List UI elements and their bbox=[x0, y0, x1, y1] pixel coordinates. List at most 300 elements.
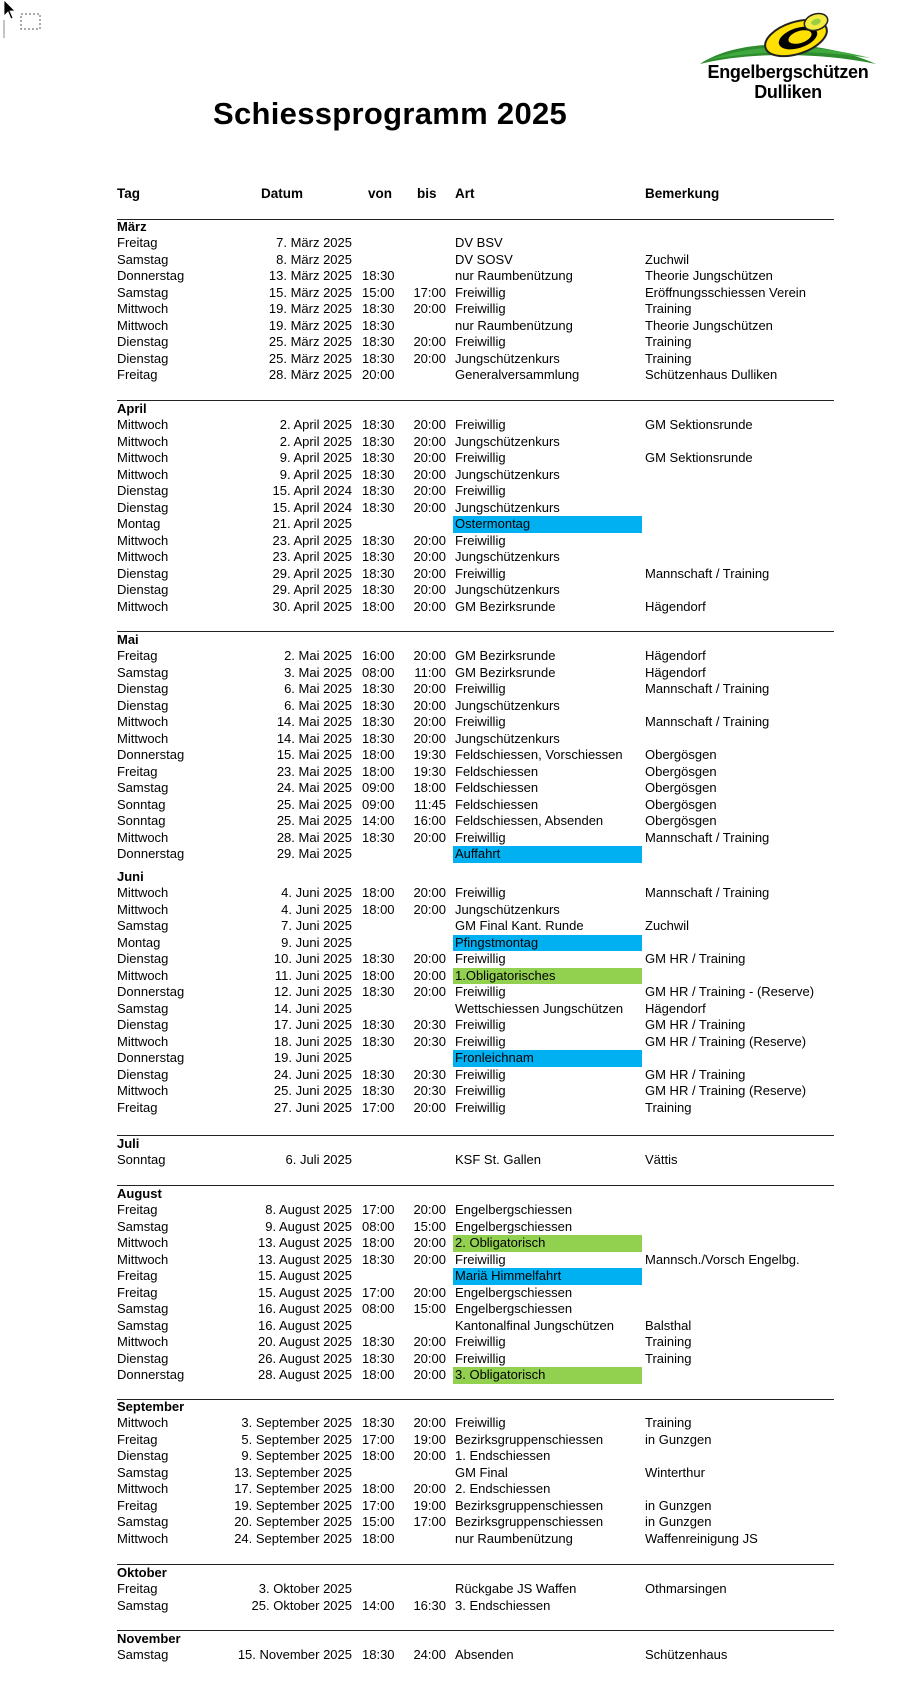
cell-art: Feldschiessen bbox=[455, 780, 539, 795]
cell-bis: 17:00 bbox=[413, 284, 446, 300]
cell-bem: Obergösgen bbox=[645, 813, 717, 828]
cell-bem: Schützenhaus Dulliken bbox=[645, 367, 778, 382]
cell-tag: Freitag bbox=[117, 367, 158, 382]
cell-von: 18:30 bbox=[362, 301, 395, 316]
cell-von: 18:30 bbox=[362, 1415, 395, 1430]
cell-datum: 29. Mai 2025 bbox=[276, 846, 352, 861]
table-row bbox=[0, 918, 915, 935]
cell-art: Jungschützenkurs bbox=[455, 901, 560, 917]
cell-datum: 26. August 2025 bbox=[258, 1350, 352, 1366]
cell-tag: Donnerstag bbox=[117, 268, 185, 283]
cell-bem: in Gunzgen bbox=[645, 1514, 712, 1529]
cell-art: Bezirksgruppenschiessen bbox=[455, 1514, 604, 1529]
cell-bem: Theorie Jungschützen bbox=[645, 268, 773, 283]
cell-tag: Samstag bbox=[117, 1514, 169, 1529]
table-row bbox=[0, 1432, 915, 1449]
table-row bbox=[0, 1235, 915, 1252]
cell-tag: Freitag bbox=[117, 1268, 158, 1283]
cell-art: Mariä Himmelfahrt bbox=[453, 1268, 642, 1285]
cell-von: 18:30 bbox=[362, 984, 395, 999]
cell-tag: Mittwoch bbox=[117, 1530, 169, 1546]
cell-tag: Donnerstag bbox=[117, 1050, 185, 1065]
cell-von: 18:00 bbox=[362, 1481, 395, 1496]
cell-tag: Sonntag bbox=[117, 1152, 166, 1167]
cell-bem: Eröffnungsschiessen Verein bbox=[645, 284, 806, 300]
table-row bbox=[0, 830, 915, 847]
cell-bis: 20:00 bbox=[413, 1099, 446, 1115]
cell-bis: 20:30 bbox=[413, 1083, 446, 1098]
cell-tag: Samstag bbox=[117, 780, 169, 795]
cell-von: 18:00 bbox=[362, 1448, 395, 1463]
cell-bis: 20:00 bbox=[413, 1481, 446, 1496]
cell-art: Freiwillig bbox=[455, 714, 506, 729]
cell-datum: 25. Mai 2025 bbox=[276, 813, 352, 828]
cell-datum: 11. Juni 2025 bbox=[274, 967, 352, 983]
cell-bis: 16:30 bbox=[413, 1597, 446, 1613]
page-title: Schiessprogramm 2025 bbox=[213, 96, 568, 131]
cell-art: Jungschützenkurs bbox=[455, 466, 560, 482]
cell-tag: Dienstag bbox=[117, 483, 169, 498]
cell-von: 18:30 bbox=[362, 549, 395, 564]
cell-von: 18:30 bbox=[362, 417, 395, 432]
cell-art: Jungschützenkurs bbox=[455, 549, 560, 564]
cell-datum: 7. Juni 2025 bbox=[281, 918, 352, 933]
cell-bis: 24:00 bbox=[413, 1647, 446, 1662]
table-row bbox=[0, 968, 915, 985]
cell-art: Feldschiessen, Vorschiessen bbox=[455, 747, 623, 762]
cell-tag: Mittwoch bbox=[117, 532, 169, 548]
month-heading: Juli bbox=[117, 1136, 140, 1151]
cell-datum: 14. Juni 2025 bbox=[273, 1000, 352, 1016]
month-heading: November bbox=[117, 1631, 181, 1646]
section-divider bbox=[117, 631, 834, 632]
cell-datum: 15. April 2024 bbox=[272, 499, 352, 515]
month-heading: Juni bbox=[117, 869, 144, 884]
cell-von: 18:30 bbox=[362, 450, 395, 465]
cell-bis: 20:00 bbox=[413, 532, 446, 548]
cell-art: Jungschützenkurs bbox=[455, 433, 560, 449]
cell-bis: 20:00 bbox=[413, 433, 446, 449]
cell-von: 15:00 bbox=[362, 284, 395, 300]
cell-tag: Mittwoch bbox=[117, 1083, 169, 1098]
cell-tag: Dienstag bbox=[117, 334, 169, 349]
table-row bbox=[0, 235, 915, 252]
cell-tag: Mittwoch bbox=[117, 317, 169, 333]
cell-bem: Winterthur bbox=[645, 1464, 705, 1480]
cell-tag: Mittwoch bbox=[117, 1251, 169, 1267]
cell-von: 18:30 bbox=[362, 1066, 395, 1082]
cell-art: Jungschützenkurs bbox=[455, 697, 560, 713]
cell-tag: Dienstag bbox=[117, 1448, 169, 1463]
cell-art: 1. Endschiessen bbox=[455, 1448, 551, 1463]
cell-bem: Hägendorf bbox=[645, 598, 706, 614]
cell-art: GM Final Kant. Runde bbox=[455, 918, 584, 933]
cell-art: Auffahrt bbox=[453, 846, 642, 863]
cell-bis: 20:00 bbox=[413, 984, 446, 999]
cell-tag: Mittwoch bbox=[117, 466, 169, 482]
cell-bis: 20:00 bbox=[413, 697, 446, 713]
table-row bbox=[0, 318, 915, 335]
cell-bis: 19:00 bbox=[413, 1431, 446, 1447]
cell-bem: Zuchwil bbox=[645, 918, 690, 933]
cell-datum: 2. April 2025 bbox=[279, 417, 352, 432]
cell-bis: 20:00 bbox=[413, 1448, 446, 1463]
cell-bis: 20:00 bbox=[413, 951, 446, 966]
table-row bbox=[0, 1598, 915, 1615]
cell-bem: Training bbox=[645, 350, 692, 366]
cell-art: Freiwillig bbox=[455, 1251, 506, 1267]
logo-text-line1: Engelbergschützen bbox=[707, 62, 869, 82]
cell-datum: 28. August 2025 bbox=[258, 1367, 352, 1382]
cell-von: 08:00 bbox=[362, 1301, 395, 1316]
cell-tag: Samstag bbox=[117, 918, 169, 933]
cell-art: Pfingstmontag bbox=[453, 935, 642, 952]
cell-bis: 20:00 bbox=[413, 499, 446, 515]
cell-datum: 29. April 2025 bbox=[272, 582, 352, 597]
cell-art: Engelbergschiessen bbox=[455, 1301, 573, 1316]
cell-von: 18:30 bbox=[362, 1350, 395, 1366]
cell-bem: Waffenreinigung JS bbox=[645, 1530, 758, 1546]
cell-datum: 28. Mai 2025 bbox=[276, 829, 352, 845]
table-row bbox=[0, 747, 915, 764]
cell-bis: 20:00 bbox=[413, 1415, 446, 1430]
table-row bbox=[0, 1152, 915, 1169]
table-row bbox=[0, 582, 915, 599]
section-divider bbox=[117, 1399, 834, 1400]
cell-von: 18:30 bbox=[362, 532, 395, 548]
cell-art: Engelbergschiessen bbox=[455, 1284, 573, 1300]
table-row bbox=[0, 731, 915, 748]
section-divider bbox=[117, 1135, 834, 1136]
cell-datum: 4. Juni 2025 bbox=[281, 901, 352, 917]
header-datum: Datum bbox=[261, 186, 304, 201]
cell-von: 18:30 bbox=[362, 730, 395, 746]
cell-tag: Mittwoch bbox=[117, 301, 169, 316]
cell-bis: 20:00 bbox=[413, 885, 446, 900]
cell-bem: Schützenhaus bbox=[645, 1647, 728, 1662]
cell-von: 14:00 bbox=[362, 813, 395, 828]
cell-datum: 19. Juni 2025 bbox=[273, 1050, 352, 1065]
cell-art: GM Final bbox=[455, 1464, 508, 1480]
cell-datum: 29. April 2025 bbox=[272, 565, 352, 581]
cell-bis: 20:00 bbox=[413, 549, 446, 564]
cell-von: 09:00 bbox=[362, 796, 395, 812]
cell-datum: 23. April 2025 bbox=[272, 532, 352, 548]
cell-tag: Mittwoch bbox=[117, 730, 169, 746]
cell-datum: 19. März 2025 bbox=[268, 301, 352, 316]
cell-tag: Sonntag bbox=[117, 796, 166, 812]
cell-datum: 9. August 2025 bbox=[265, 1218, 352, 1234]
table-row bbox=[0, 599, 915, 616]
table-row bbox=[0, 1100, 915, 1117]
cell-datum: 7. März 2025 bbox=[276, 235, 352, 250]
cell-datum: 13. August 2025 bbox=[258, 1251, 352, 1267]
cell-bis: 20:00 bbox=[413, 582, 446, 597]
cell-tag: Dienstag bbox=[117, 1066, 169, 1082]
cell-tag: Samstag bbox=[117, 284, 169, 300]
month-heading: September bbox=[117, 1399, 185, 1414]
logo-text-line2: Dulliken bbox=[754, 82, 822, 102]
table-row bbox=[0, 698, 915, 715]
table-row bbox=[0, 1001, 915, 1018]
cell-bis: 19:00 bbox=[413, 1497, 446, 1513]
cell-tag: Freitag bbox=[117, 235, 158, 250]
cell-bis: 20:00 bbox=[413, 901, 446, 917]
cell-art: Freiwillig bbox=[455, 1017, 506, 1032]
cell-tag: Sonntag bbox=[117, 813, 166, 828]
table-row bbox=[0, 1202, 915, 1219]
cell-bis: 20:00 bbox=[413, 829, 446, 845]
table-row bbox=[0, 1581, 915, 1598]
table-row bbox=[0, 1285, 915, 1302]
cell-tag: Samstag bbox=[117, 1301, 169, 1316]
table-row bbox=[0, 665, 915, 682]
cell-datum: 17. Juni 2025 bbox=[273, 1017, 352, 1032]
cell-datum: 2. April 2025 bbox=[279, 433, 352, 449]
cell-art: Absenden bbox=[455, 1647, 514, 1662]
cell-datum: 16. August 2025 bbox=[258, 1301, 352, 1316]
cell-datum: 15. August 2025 bbox=[258, 1284, 352, 1300]
cell-art: 3. Endschiessen bbox=[455, 1597, 551, 1613]
cell-von: 18:30 bbox=[362, 565, 395, 581]
cell-tag: Mittwoch bbox=[117, 829, 169, 845]
cell-datum: 13. September 2025 bbox=[234, 1464, 352, 1480]
table-row bbox=[0, 516, 915, 533]
month-heading: Oktober bbox=[117, 1565, 167, 1580]
month-heading: April bbox=[117, 401, 147, 416]
cell-tag: Montag bbox=[117, 934, 161, 950]
section-divider bbox=[117, 219, 834, 220]
cell-datum: 15. März 2025 bbox=[268, 284, 352, 300]
cell-art: 2. Obligatorisch bbox=[453, 1235, 642, 1252]
cell-datum: 9. September 2025 bbox=[241, 1448, 352, 1463]
table-row bbox=[0, 1415, 915, 1432]
table-row bbox=[0, 1268, 915, 1285]
cell-bem: Theorie Jungschützen bbox=[645, 317, 773, 333]
cell-bem: Mannsch./Vorsch Engelbg. bbox=[645, 1251, 800, 1267]
cell-von: 18:30 bbox=[362, 1083, 395, 1098]
cell-von: 18:30 bbox=[362, 1647, 395, 1662]
table-row bbox=[0, 1017, 915, 1034]
table-row bbox=[0, 1334, 915, 1351]
cell-bem: Mannschaft / Training bbox=[645, 829, 770, 845]
cell-bis: 20:00 bbox=[413, 967, 446, 983]
cell-bem: Othmarsingen bbox=[645, 1581, 727, 1596]
cell-von: 18:30 bbox=[362, 697, 395, 713]
cell-von: 17:00 bbox=[362, 1099, 395, 1115]
cell-bem: Obergösgen bbox=[645, 763, 717, 779]
section-divider bbox=[117, 1185, 834, 1186]
cell-bem: GM Sektionsrunde bbox=[645, 417, 753, 432]
cell-art: Jungschützenkurs bbox=[455, 350, 560, 366]
cell-tag: Freitag bbox=[117, 1497, 158, 1513]
table-row bbox=[0, 1367, 915, 1384]
cell-bem: GM HR / Training bbox=[645, 951, 746, 966]
cell-datum: 28. März 2025 bbox=[268, 367, 352, 382]
cell-von: 18:30 bbox=[362, 466, 395, 482]
table-row bbox=[0, 681, 915, 698]
cell-bis: 20:00 bbox=[413, 1334, 446, 1349]
cell-art: nur Raumbenützung bbox=[455, 1530, 573, 1546]
cell-datum: 15. August 2025 bbox=[258, 1268, 352, 1283]
cell-von: 18:30 bbox=[362, 1251, 395, 1267]
cell-tag: Freitag bbox=[117, 1431, 158, 1447]
cell-bem: Mannschaft / Training bbox=[645, 565, 770, 581]
cell-bis: 20:00 bbox=[413, 1284, 446, 1300]
cell-bem: GM Sektionsrunde bbox=[645, 450, 753, 465]
cell-bem: Mannschaft / Training bbox=[645, 681, 770, 696]
cell-art: Freiwillig bbox=[455, 829, 506, 845]
cell-art: GM Bezirksrunde bbox=[455, 598, 556, 614]
cell-tag: Samstag bbox=[117, 1647, 169, 1662]
cell-von: 18:30 bbox=[362, 433, 395, 449]
cell-bem: Zuchwil bbox=[645, 251, 690, 267]
table-row bbox=[0, 846, 915, 863]
cell-datum: 6. Mai 2025 bbox=[284, 697, 352, 713]
table-row bbox=[0, 533, 915, 550]
cell-von: 18:00 bbox=[362, 763, 395, 779]
month-heading: Mai bbox=[117, 632, 139, 647]
cell-datum: 25. März 2025 bbox=[268, 350, 352, 366]
cell-art: Feldschiessen bbox=[455, 763, 539, 779]
cell-tag: Mittwoch bbox=[117, 598, 169, 614]
cell-von: 18:30 bbox=[362, 1334, 395, 1349]
cell-tag: Mittwoch bbox=[117, 901, 169, 917]
cell-von: 16:00 bbox=[362, 648, 395, 663]
cell-tag: Dienstag bbox=[117, 1350, 169, 1366]
cell-von: 15:00 bbox=[362, 1514, 395, 1529]
cell-von: 18:00 bbox=[362, 901, 395, 917]
cell-datum: 23. April 2025 bbox=[272, 549, 352, 564]
table-row bbox=[0, 1465, 915, 1482]
cell-bis: 20:00 bbox=[413, 301, 446, 316]
cell-art: Freiwillig bbox=[455, 284, 506, 300]
cell-art: KSF St. Gallen bbox=[455, 1152, 541, 1167]
cell-datum: 4. Juni 2025 bbox=[281, 885, 352, 900]
cell-bem: GM HR / Training - (Reserve) bbox=[645, 984, 815, 999]
cell-von: 18:30 bbox=[362, 714, 395, 729]
cell-bis: 19:30 bbox=[413, 747, 446, 762]
cell-tag: Mittwoch bbox=[117, 1033, 169, 1049]
cell-von: 18:00 bbox=[362, 1530, 395, 1546]
cell-bem: Obergösgen bbox=[645, 747, 717, 762]
cell-datum: 17. September 2025 bbox=[234, 1481, 352, 1496]
cell-tag: Freitag bbox=[117, 1202, 158, 1217]
cell-art: GM Bezirksrunde bbox=[455, 664, 556, 680]
cell-tag: Samstag bbox=[117, 1317, 169, 1333]
cell-bis: 20:00 bbox=[413, 1235, 446, 1250]
cell-von: 14:00 bbox=[362, 1597, 395, 1613]
cell-bem: GM HR / Training bbox=[645, 1017, 746, 1032]
cell-datum: 15. April 2024 bbox=[272, 483, 352, 498]
cell-bem: in Gunzgen bbox=[645, 1431, 712, 1447]
cell-bem: Training bbox=[645, 1334, 692, 1349]
cell-bis: 17:00 bbox=[413, 1514, 446, 1529]
cell-tag: Freitag bbox=[117, 648, 158, 663]
table-row bbox=[0, 797, 915, 814]
cell-von: 18:30 bbox=[362, 317, 395, 333]
cell-art: DV BSV bbox=[455, 235, 503, 250]
cell-bis: 20:00 bbox=[413, 334, 446, 349]
cell-tag: Donnerstag bbox=[117, 984, 185, 999]
cell-tag: Mittwoch bbox=[117, 1415, 169, 1430]
cell-von: 18:30 bbox=[362, 829, 395, 845]
table-row bbox=[0, 434, 915, 451]
cell-art: Feldschiessen, Absenden bbox=[455, 813, 604, 828]
cell-datum: 3. Oktober 2025 bbox=[258, 1581, 352, 1596]
cell-tag: Mittwoch bbox=[117, 450, 169, 465]
cell-art: nur Raumbenützung bbox=[455, 317, 573, 333]
cell-art: Freiwillig bbox=[455, 483, 506, 498]
month-heading: März bbox=[117, 219, 147, 234]
cell-datum: 3. September 2025 bbox=[241, 1415, 352, 1430]
cell-bem: Training bbox=[645, 1350, 692, 1366]
cell-bem: Obergösgen bbox=[645, 796, 717, 812]
cell-datum: 15. November 2025 bbox=[237, 1647, 352, 1662]
table-row bbox=[0, 467, 915, 484]
table-row bbox=[0, 764, 915, 781]
cell-tag: Freitag bbox=[117, 1581, 158, 1596]
cell-art: Jungschützenkurs bbox=[455, 582, 560, 597]
cell-bem: Hägendorf bbox=[645, 648, 706, 663]
cell-bis: 20:30 bbox=[413, 1033, 446, 1049]
cell-bis: 20:00 bbox=[413, 417, 446, 432]
cell-von: 08:00 bbox=[362, 664, 395, 680]
cell-von: 09:00 bbox=[362, 780, 395, 795]
cell-art: Freiwillig bbox=[455, 1415, 506, 1430]
month-heading: August bbox=[117, 1186, 162, 1201]
cell-tag: Donnerstag bbox=[117, 747, 185, 762]
cell-von: 18:30 bbox=[362, 483, 395, 498]
cell-bis: 20:00 bbox=[413, 598, 446, 614]
cell-tag: Dienstag bbox=[117, 951, 169, 966]
cell-art: Fronleichnam bbox=[453, 1050, 642, 1067]
table-row bbox=[0, 1252, 915, 1269]
cell-von: 08:00 bbox=[362, 1218, 395, 1234]
cell-bem: Training bbox=[645, 1415, 692, 1430]
cell-bis: 11:45 bbox=[414, 796, 446, 812]
table-row bbox=[0, 417, 915, 434]
header-art: Art bbox=[455, 186, 475, 201]
cell-von: 18:00 bbox=[362, 598, 395, 614]
cell-art: nur Raumbenützung bbox=[455, 268, 573, 283]
table-row bbox=[0, 1083, 915, 1100]
table-row bbox=[0, 351, 915, 368]
cell-art: Kantonalfinal Jungschützen bbox=[455, 1317, 615, 1333]
cell-bis: 16:00 bbox=[413, 813, 446, 828]
header-bis: bis bbox=[417, 186, 437, 201]
cell-datum: 25. März 2025 bbox=[268, 334, 352, 349]
section-divider bbox=[117, 1564, 834, 1565]
cell-von: 18:30 bbox=[362, 951, 395, 966]
cell-tag: Dienstag bbox=[117, 1017, 169, 1032]
cell-art: Wettschiessen Jungschützen bbox=[455, 1000, 624, 1016]
cell-datum: 30. April 2025 bbox=[272, 598, 352, 614]
cell-bem: Balsthal bbox=[645, 1317, 692, 1333]
cell-art: Freiwillig bbox=[455, 334, 506, 349]
cell-datum: 6. Mai 2025 bbox=[284, 681, 352, 696]
table-row bbox=[0, 813, 915, 830]
cell-art: 2. Endschiessen bbox=[455, 1481, 551, 1496]
cell-bis: 18:00 bbox=[413, 780, 446, 795]
table-row bbox=[0, 1050, 915, 1067]
table-row bbox=[0, 1647, 915, 1664]
cell-bem: Vättis bbox=[645, 1152, 678, 1167]
cell-bis: 11:00 bbox=[414, 664, 446, 680]
cell-bem: Mannschaft / Training bbox=[645, 885, 770, 900]
cell-tag: Mittwoch bbox=[117, 967, 169, 983]
table-row bbox=[0, 951, 915, 968]
